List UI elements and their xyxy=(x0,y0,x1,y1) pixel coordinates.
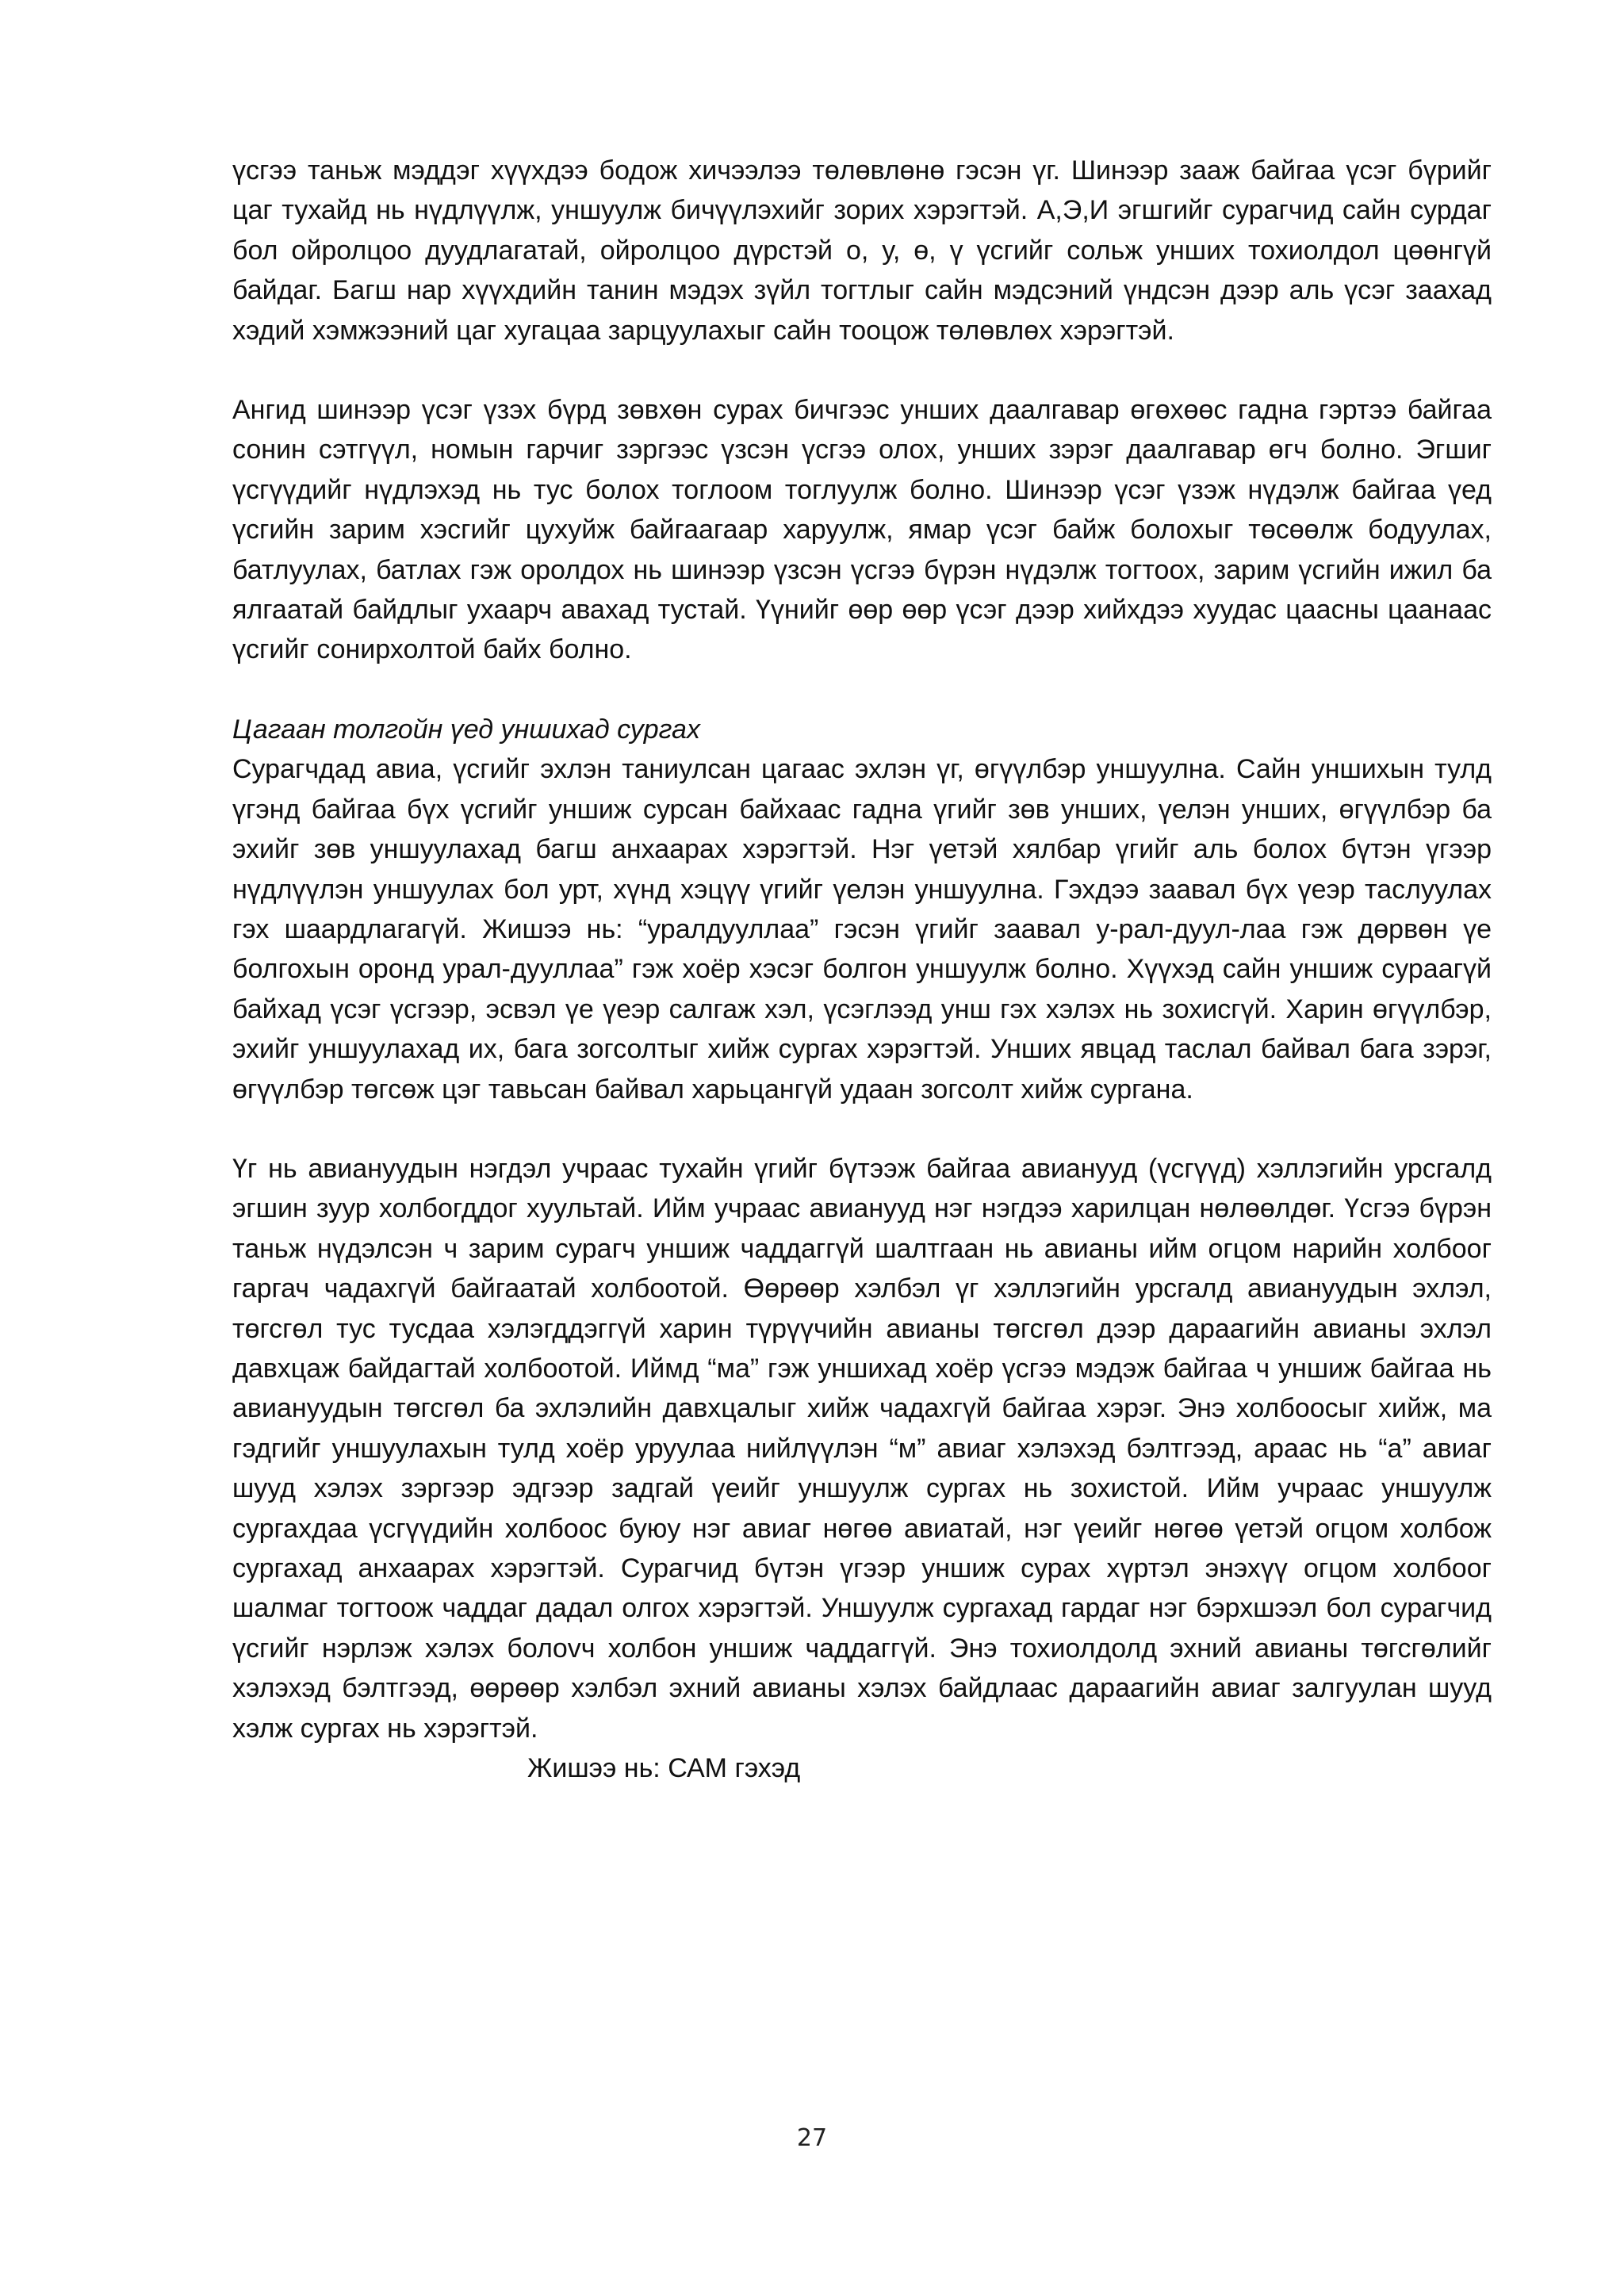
paragraph-letter-recognition: үсгээ таньж мэддэг хүүхдээ бодож хичээлээ төлөвлөнө гэсэн үг. Шинээр зааж байгаа үсэг бүрийг цаг тухайд нь нүдлүүлж, уншуулж бичүүлэхийг зорих хэрэгтэй. А,Э,И эгшгийг сурагчид сайн сурдаг бол ойролцоо дуудлагатай, ойролцоо дүрстэй о, у, ө, ү үсгийг сольж унших тохиолдол цөөнгүй байдаг. Багш нар хүүхдийн танин мэдэх зүйл тогтлыг сайн мэдсэний үндсэн дээр аль үсэг заахад хэдий хэмжээний цаг хугацаа зарцуулахыг сайн тооцож төлөвлөх хэрэгтэй. xyxy=(232,155,1492,346)
paragraph-reading-training: Сурагчдад авиа, үсгийг эхлэн таниулсан цагаас эхлэн үг, өгүүлбэр уншуулна. Сайн уншихын тулд үгэнд байгаа бүх үсгийг уншиж сурсан байхаас гадна үгийг зөв унших, үелэн унших, өгүүлбэр ба эхийг зөв уншуулахад багш анхаарах хэрэгтэй. Нэг үетэй хялбар үгийг аль болох бүтэн үгээр нүдлүүлэн уншуулах бол урт, хүнд хэцүү үгийг үелэн уншуулна. Гэхдээ заавал бүх үеэр таслуулах гэх шаардлагагүй. Жишээ нь: “уралдууллаа” гэсэн үгийг заавал у-рал-дуул-лаа гэж дөрвөн үе болгохын оронд урал-дууллаа” гэж хоёр хэсэг болгон уншуулж болно. Хүүхэд сайн уншиж сураагүй байхад үсэг үсгээр, эсвэл үе үеэр салгаж хэл, үсэглээд унш гэх хэлэх нь зохисгүй. Харин өгүүлбэр, эхийг уншуулахад их, бага зогсолтыг хийж сургах хэрэгтэй. Унших явцад таслал байвал бага зэрэг, өгүүлбэр төгсөж цэг тавьсан байвал харьцангүй удаан зогсолт хийж сургана. xyxy=(232,754,1492,1105)
section-heading: Цагаан толгойн үед уншихад сургах xyxy=(232,714,700,745)
paragraph-new-letter-tasks: Ангид шинээр үсэг үзэх бүрд зөвхөн сурах бичгээс унших даалгавар өгөхөөс гадна гэртээ байгаа сонин сэтгүүл, номын гарчиг зэргээс үзсэн үсгээ олох, унших зэрэг даалгавар өгч болно. Эгшиг үсгүүдийг нүдлэхэд нь тус болох тоглоом тоглуулж болно. Шинээр үсэг үзэж нүдэлж байгаа үед үсгийн зарим хэсгийг цухуйж байгаагаар харуулж, ямар үсэг байж болохыг төсөөлж бодуулах, батлуулах, батлах гэж оролдох нь шинээр үзсэн үсгээ бүрэн нүдэлж тогтоох, зарим үсгийн ижил ба ялгаатай байдлыг ухаарч авахад тустай. Үүнийг өөр өөр үсэг дээр хийхдээ хуудас цаасны цаанаас үсгийг сонирхолтой байх болно. xyxy=(232,395,1492,665)
page-content xyxy=(232,151,1492,1788)
example-line: Жишээ нь: САМ гэхэд xyxy=(527,1753,801,1784)
page-number: 27 xyxy=(796,2124,828,2152)
paragraph-sound-linking: Үг нь авиануудын нэгдэл учраас тухайн үгийг бүтээж байгаа авианууд (үсгүүд) хэллэгийн урсгалд эгшин зуур холбогддог хуультай. Ийм учраас авианууд нэг нэгдээ харилцан нөлөөлдөг. Үсгээ бүрэн таньж нүдэлсэн ч зарим сурагч уншиж чаддаггүй шалтгаан нь авианы ийм огцом нарийн холбоог гаргач чадахгүй байгаатай холбоотой. Өөрөөр хэлбэл үг хэллэгийн урсгалд авиануудын эхлэл, төгсгөл тус тусдаа хэлэгддэггүй харин түрүүчийн авианы төгсгөл дээр дараагийн авианы эхлэл давхцаж байдагтай холбоотой. Иймд “ма” гэж уншихад хоёр үсгээ мэдэж байгаа ч уншиж байгаа нь авиануудын төгсгөл ба эхлэлийн давхцалыг хийж чадахгүй байгаа хэрэг. Энэ холбоосыг хийж, ма гэдгийг уншуулахын тулд хоёр уруулаа нийлүүлэн “м” авиаг хэлэхэд бэлтгээд, араас нь “а” авиаг шууд хэлэх зэргээр эдгээр задгай үеийг уншуулж сургах нь зохистой. Ийм учраас уншуулж сургахдаа үсгүүдийн холбоос буюу нэг авиаг нөгөө авиатай, нэг үеийг нөгөө үетэй огцом холбож сургахад анхаарах хэрэгтэй. Сурагчид бүтэн үгээр уншиж сурах хүртэл энэхүү огцом холбоог шалмаг тогтоож чаддаг дадал олгох хэрэгтэй. Уншуулж сургахад гардаг нэг бэрхшээл бол сурагчид үсгийг нэрлэж хэлэх болovч холбон уншиж чаддаггүй. Энэ тохиолдолд эхний авианы төгсгөлийг хэлэхэд бэлтгээд, өөрөөр хэлбэл эхний авианы хэлэх байдлаас дараагийн авиаг залгуулан шууд хэлж сургах нь хэрэгтэй. xyxy=(232,1153,1492,1744)
